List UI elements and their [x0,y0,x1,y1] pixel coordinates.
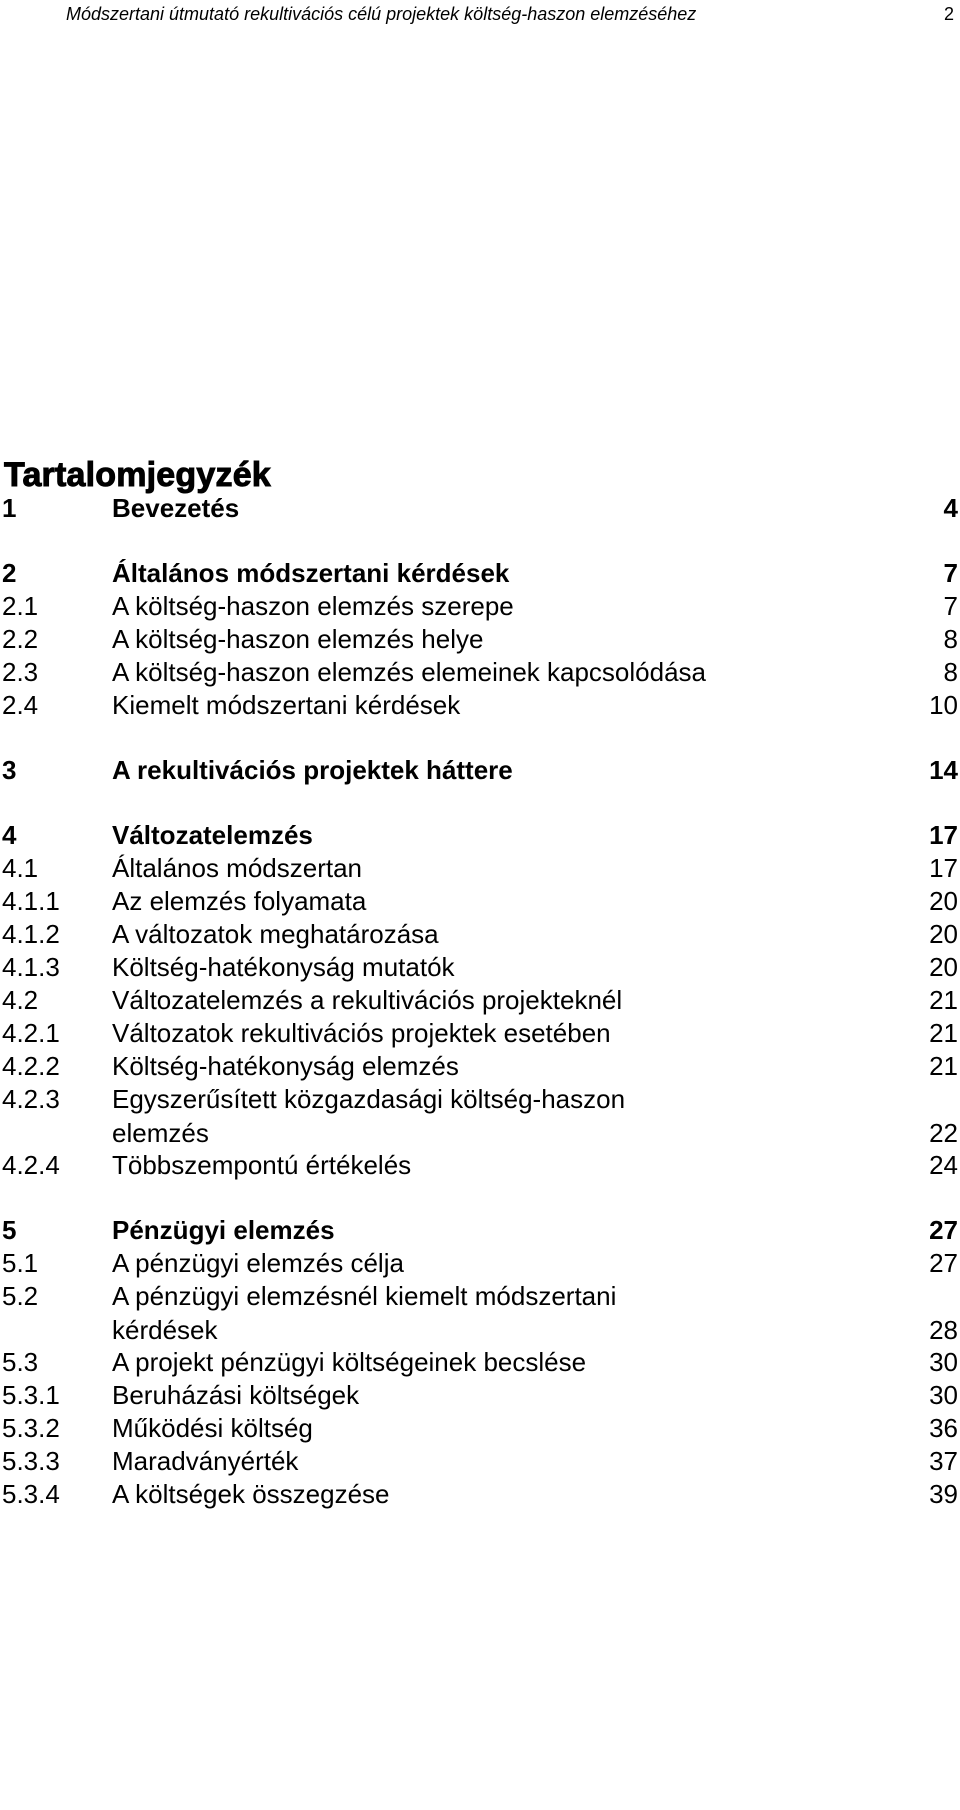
toc-entry-page: 8 [943,624,958,654]
toc-entry[interactable] [2,688,958,722]
toc-entry[interactable] [2,1082,958,1150]
toc-entry[interactable] [2,1477,958,1511]
toc-entry-title-line: Egyszerűsített közgazdasági költség-haszon [112,1084,626,1114]
toc-entry-page: 39 [929,1479,958,1509]
toc-entry-number: 4.1.1 [2,886,60,916]
toc-entry-number: 5.3 [2,1347,39,1377]
toc-entry-title: Az elemzés folyamata [112,886,367,916]
toc-entry[interactable] [2,884,958,918]
toc-entry-page: 21 [929,1018,958,1048]
toc-entry-number: 4.2.3 [2,1084,60,1114]
toc-entry[interactable] [2,622,958,656]
toc-entry[interactable] [2,655,958,689]
toc-entry[interactable] [2,1444,958,1478]
toc-entry-title-line: elemzés [112,1118,209,1148]
toc-entry-title: Költség-hatékonyság elemzés [112,1051,459,1081]
toc-entry[interactable] [2,556,958,590]
toc-entry-number: 2 [2,558,17,588]
toc-entry-title: Bevezetés [112,493,240,523]
toc-entry-title: Kiemelt módszertani kérdések [112,690,461,720]
toc-entry-page: 20 [929,886,958,916]
toc-entry[interactable] [2,491,958,525]
toc-entry-number: 2.2 [2,624,39,654]
toc-entry-number: 5.3.2 [2,1413,60,1443]
toc-entry-title [112,1279,812,1347]
toc-entry-number: 2.3 [2,657,39,687]
page-number: 2 [943,3,954,24]
toc-entry[interactable] [2,1016,958,1050]
toc-entry[interactable] [2,1246,958,1280]
toc-entry-page: 30 [929,1380,958,1410]
toc-entry[interactable] [2,753,958,787]
toc-entry-number: 4.2.1 [2,1018,60,1048]
toc-entry-page: 20 [929,952,958,982]
toc-entry-title: Változatelemzés [112,820,313,850]
document-title: Módszertani útmutató rekultivációs célú projektek költség-haszon elemzéséhez [66,3,697,24]
toc-entry-page: 8 [943,657,958,687]
toc-entry-title: A projekt pénzügyi költségeinek becslése [112,1347,587,1377]
toc-entry-number: 5.3.4 [2,1479,60,1509]
toc-entry[interactable] [2,1378,958,1412]
toc-entry-title: Maradványérték [112,1446,299,1476]
toc-entry-number: 3 [2,755,17,785]
toc-entry-title: Általános módszertan [112,853,363,883]
toc-entry-page: 27 [929,1248,958,1278]
toc-entry-number: 5.2 [2,1281,39,1311]
toc-entry[interactable] [2,1213,958,1247]
toc-entry-number: 5.3.1 [2,1380,60,1410]
toc-entry-page: 10 [929,690,958,720]
toc-entry-number: 4.2.4 [2,1150,60,1180]
toc-entry[interactable] [2,818,958,852]
toc-entry-title: Változatok rekultivációs projektek esetében [112,1018,611,1048]
toc-entry-number: 5 [2,1215,17,1245]
toc-entry-page: 17 [929,853,958,883]
toc-entry-title [112,1082,812,1150]
toc-entry-title: A költség-haszon elemzés szerepe [112,591,514,621]
toc-entry-page: 20 [929,919,958,949]
toc-entry-page: 24 [929,1150,958,1180]
toc-entry-number: 5.1 [2,1248,39,1278]
toc-entry-title: A rekultivációs projektek háttere [112,755,513,785]
toc-entry-title: Általános módszertani kérdések [112,558,510,588]
toc-entry-number: 2.1 [2,591,39,621]
toc-entry-number: 2.4 [2,690,39,720]
toc-entry[interactable] [2,1148,958,1182]
toc-entry-title: A pénzügyi elemzés célja [112,1248,404,1278]
toc-entry-number: 5.3.3 [2,1446,60,1476]
toc-entry[interactable] [2,950,958,984]
toc-entry-title: Változatelemzés a rekultivációs projekteknél [112,985,623,1015]
toc-entry-page: 14 [929,755,958,785]
toc-entry-title: A költség-haszon elemzés helye [112,624,484,654]
toc-entry-title: A költségek összegzése [112,1479,390,1509]
toc-entry-page: 17 [929,820,958,850]
toc-entry-number: 4.2.2 [2,1051,60,1081]
toc-entry-page: 21 [929,1051,958,1081]
toc-entry-page: 30 [929,1347,958,1377]
toc-entry[interactable] [2,1279,958,1347]
toc-entry-title-line: A pénzügyi elemzésnél kiemelt módszertani [112,1281,617,1311]
toc-entry-title: A változatok meghatározása [112,919,439,949]
toc-entry-number: 4 [2,820,17,850]
toc-entry-page: 21 [929,985,958,1015]
toc-entry-page: 37 [929,1446,958,1476]
toc-entry-title: Költség-hatékonyság mutatók [112,952,455,982]
toc-entry-page: 36 [929,1413,958,1443]
toc-entry-title: A költség-haszon elemzés elemeinek kapcsolódása [112,657,707,687]
toc-entry-number: 4.1 [2,853,39,883]
toc-entry-title-line: kérdések [112,1315,218,1345]
toc-entry-number: 4.2 [2,985,39,1015]
toc-entry[interactable] [2,589,958,623]
toc-entry-page: 7 [943,591,958,621]
toc-entry-page: 28 [929,1315,958,1345]
toc-entry[interactable] [2,983,958,1017]
toc-entry[interactable] [2,917,958,951]
toc-entry-page: 7 [943,558,958,588]
table-of-contents [2,0,958,1810]
toc-entry-title: Pénzügyi elemzés [112,1215,335,1245]
toc-entry-page: 4 [943,493,958,523]
toc-entry-title: Többszempontú értékelés [112,1150,412,1180]
toc-title: Tartalomjegyzék [4,456,271,494]
toc-entry-page: 22 [929,1118,958,1148]
toc-entry[interactable] [2,1411,958,1445]
toc-entry-number: 4.1.3 [2,952,60,982]
toc-entry-title: Beruházási költségek [112,1380,360,1410]
toc-entry[interactable] [2,1049,958,1083]
toc-entry[interactable] [2,1345,958,1379]
toc-entry-number: 1 [2,493,17,523]
toc-entry-page: 27 [929,1215,958,1245]
toc-entry-number: 4.1.2 [2,919,60,949]
toc-entry[interactable] [2,851,958,885]
toc-entry-title: Működési költség [112,1413,313,1443]
